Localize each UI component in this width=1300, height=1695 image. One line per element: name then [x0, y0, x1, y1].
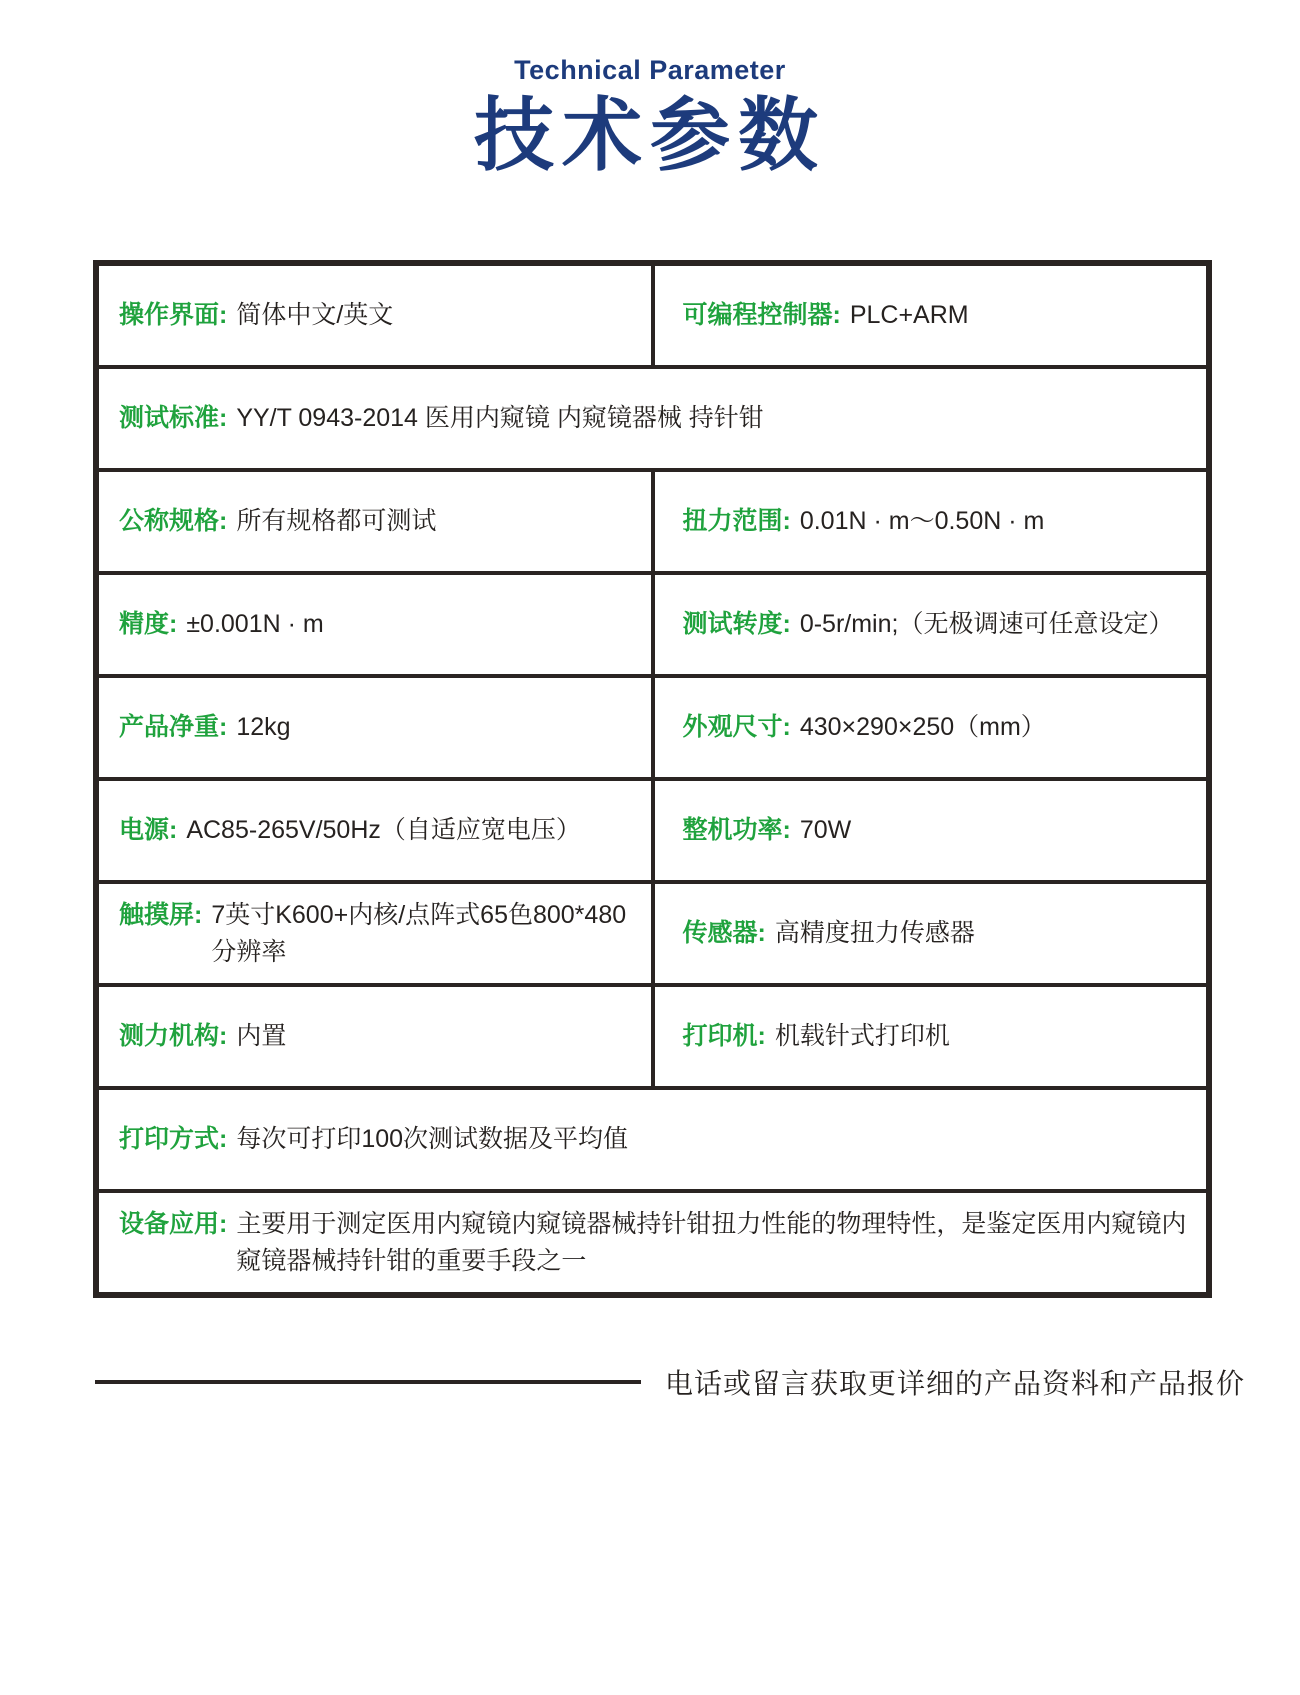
- table-row: [96, 779, 1209, 882]
- spec-label: 精度:: [119, 610, 178, 639]
- spec-label: 触摸屏:: [119, 901, 203, 930]
- table-row: [96, 985, 1209, 1088]
- spec-value: ±0.001N · m: [186, 610, 324, 639]
- table-row: [96, 882, 1209, 985]
- spec-cell: [96, 779, 653, 882]
- spec-label: 电源:: [119, 816, 178, 845]
- spec-label: 整机功率:: [682, 816, 791, 845]
- spec-cell: [96, 573, 653, 676]
- page-title: 技术参数: [474, 91, 826, 180]
- spec-label: 公称规格:: [119, 507, 228, 536]
- spec-value: AC85-265V/50Hz（自适应宽电压）: [186, 816, 581, 845]
- table-row: [96, 470, 1209, 573]
- footer-note: 电话或留言获取更详细的产品资料和产品报价: [665, 1368, 1246, 1399]
- table-row: [96, 367, 1209, 470]
- spec-value: 每次可打印100次测试数据及平均值: [236, 1125, 629, 1154]
- spec-value: 12kg: [236, 713, 291, 742]
- spec-cell: [96, 470, 653, 573]
- footer-divider-line: [95, 1380, 641, 1384]
- spec-cell: [653, 985, 1210, 1088]
- spec-label: 测力机构:: [119, 1022, 228, 1051]
- spec-label: 传感器:: [682, 919, 766, 948]
- spec-cell: [96, 676, 653, 779]
- spec-cell: [653, 573, 1210, 676]
- spec-label: 打印方式:: [119, 1125, 228, 1154]
- spec-label: 外观尺寸:: [682, 713, 791, 742]
- spec-value: YY/T 0943-2014 医用内窥镜 内窥镜器械 持针钳: [236, 404, 764, 433]
- spec-value: 0-5r/min;（无极调速可任意设定）: [799, 610, 1174, 639]
- table-row: [96, 263, 1209, 367]
- spec-cell: [653, 779, 1210, 882]
- spec-label: 可编程控制器:: [682, 301, 841, 330]
- footer: [95, 1362, 1246, 1402]
- spec-value: PLC+ARM: [849, 301, 969, 330]
- table-row: [96, 1088, 1209, 1191]
- spec-value: 70W: [799, 816, 852, 845]
- spec-value: 7英寸K600+内核/点阵式65色800*480分辨率: [211, 901, 627, 966]
- spec-cell: [96, 1191, 1209, 1295]
- spec-cell: [96, 985, 653, 1088]
- spec-label: 设备应用:: [119, 1210, 228, 1239]
- spec-label: 测试标准:: [119, 404, 228, 433]
- spec-cell: [96, 367, 1209, 470]
- table-row: [96, 676, 1209, 779]
- spec-value: 430×290×250（mm）: [799, 713, 1046, 742]
- spec-value: 所有规格都可测试: [236, 507, 437, 536]
- spec-label: 扭力范围:: [682, 507, 791, 536]
- spec-value: 主要用于测定医用内窥镜内窥镜器械持针钳扭力性能的物理特性，是鉴定医用内窥镜内窥镜器械持针钳的重要手段之一: [236, 1210, 1187, 1275]
- spec-label: 产品净重:: [119, 713, 228, 742]
- spec-cell: [653, 470, 1210, 573]
- spec-cell: [653, 263, 1210, 367]
- spec-value: 机载针式打印机: [774, 1022, 950, 1051]
- spec-cell: [653, 676, 1210, 779]
- spec-value: 高精度扭力传感器: [774, 919, 975, 948]
- spec-label: 打印机:: [682, 1022, 766, 1051]
- spec-label: 测试转度:: [682, 610, 791, 639]
- table-row: [96, 1191, 1209, 1295]
- spec-value: 内置: [236, 1022, 287, 1051]
- table-row: [96, 573, 1209, 676]
- spec-cell: [653, 882, 1210, 985]
- spec-cell: [96, 263, 653, 367]
- spec-value: 简体中文/英文: [236, 301, 394, 330]
- subtitle-english: Technical Parameter: [514, 55, 786, 85]
- spec-value: 0.01N · m～0.50N · m: [799, 507, 1045, 536]
- spec-cell: [96, 1088, 1209, 1191]
- spec-cell: [96, 882, 653, 985]
- spec-label: 操作界面:: [119, 301, 228, 330]
- spec-table: [93, 260, 1212, 1298]
- page-header: [0, 0, 1300, 180]
